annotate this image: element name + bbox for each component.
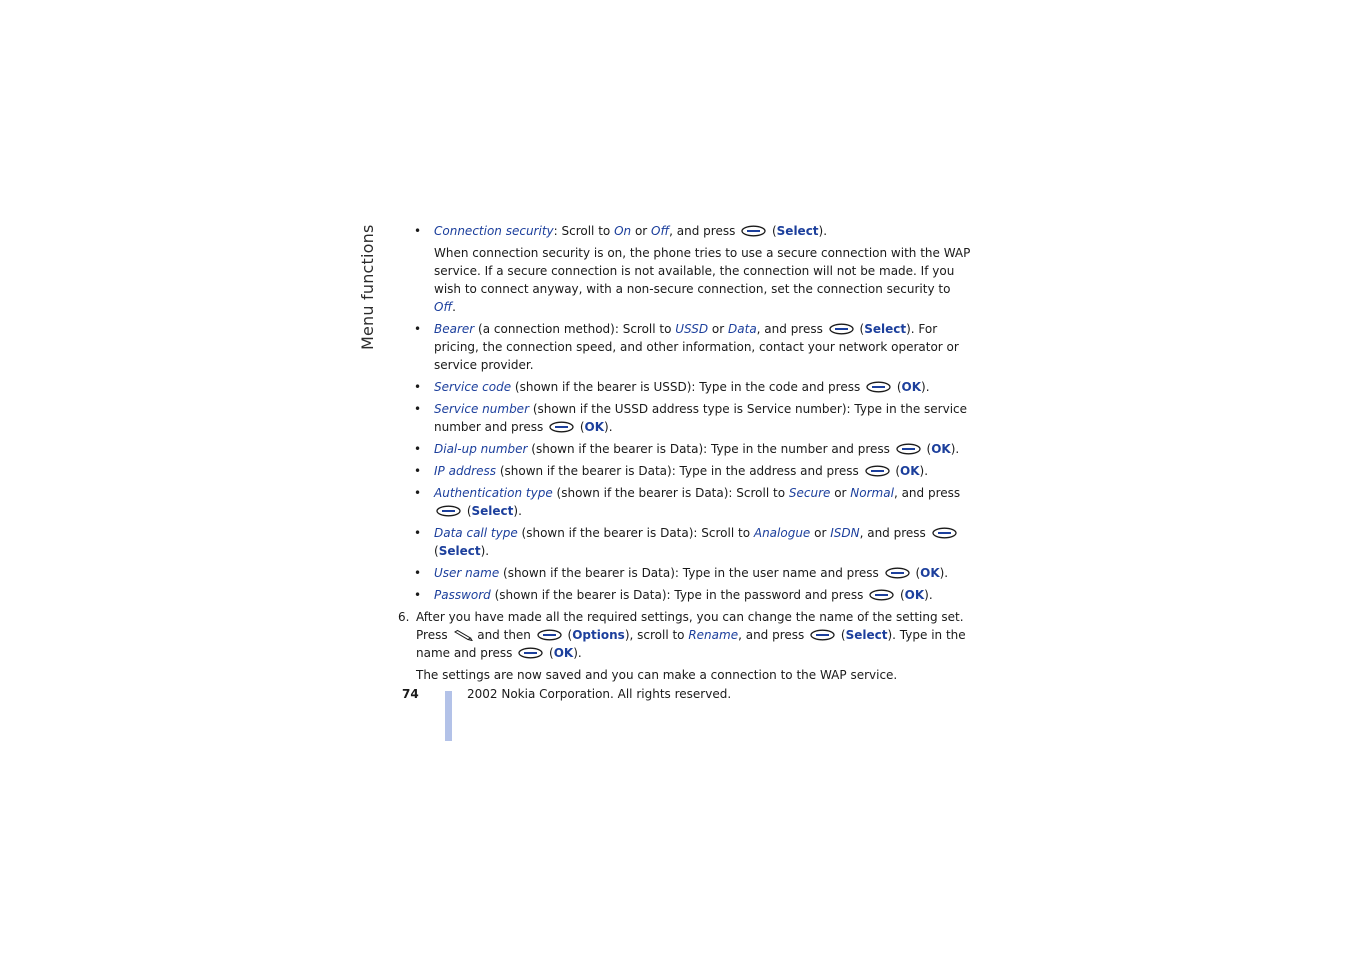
- text: ). Type in the name and press: [416, 628, 966, 660]
- text: ).: [604, 420, 613, 434]
- bullet-dot: •: [414, 526, 422, 540]
- text: (shown if the bearer is Data): Type in the number and press: [527, 442, 894, 456]
- text: (shown if the bearer is USSD): Type in the code and press: [511, 380, 865, 394]
- selection-key-icon: [885, 567, 910, 579]
- bullet-service-number: • Service number (shown if the USSD address type is Service number): Type in the service number and press (OK).: [414, 402, 968, 434]
- text: : Scroll to: [553, 224, 615, 238]
- bullet-service-code: • Service code (shown if the bearer is USSD): Type in the code and press (OK).: [414, 380, 930, 394]
- side-section-title: [358, 224, 380, 352]
- pen-key-icon: [453, 629, 473, 641]
- option-dialup-number: Dial-up number: [434, 442, 528, 456]
- keyword-select: Select: [471, 504, 514, 518]
- bullet-dot: •: [414, 224, 422, 238]
- text: (shown if the bearer is Data): Scroll to: [517, 526, 754, 540]
- step-6: 6. After you have made all the required settings, you can change the name of the setting set. Press and then (Options), scroll to Rename, and press (Select). Type in the name and press (OK).: [398, 610, 966, 660]
- bullet-dot: •: [414, 322, 422, 336]
- bullet-authentication-type: • Authentication type (shown if the bearer is Data): Scroll to Secure or Normal, and press (Select).: [414, 486, 961, 518]
- text: After you have made all the required settings, you can change the name of the setting set. Press: [416, 610, 964, 642]
- option-off: Off: [434, 300, 453, 314]
- text: , and press: [893, 486, 961, 500]
- copyright-text: 2002 Nokia Corporation. All rights reserved.: [467, 687, 732, 701]
- text: .: [452, 300, 456, 314]
- option-rename: Rename: [688, 628, 739, 642]
- option-authentication-type: Authentication type: [434, 486, 553, 500]
- keyword-ok: OK: [904, 588, 925, 602]
- option-isdn: ISDN: [830, 526, 860, 540]
- keyword-ok: OK: [900, 464, 920, 478]
- text: , and press: [756, 322, 827, 336]
- keyword-select: Select: [845, 628, 888, 642]
- option-analogue: Analogue: [753, 526, 811, 540]
- page-number: 74: [402, 687, 419, 701]
- text: (shown if the bearer is Data): Type in the password and press: [490, 588, 868, 602]
- step-6-note: The settings are now saved and you can make a connection to the WAP service.: [416, 668, 898, 682]
- option-service-number: Service number: [434, 402, 529, 416]
- selection-key-icon: [829, 323, 854, 335]
- side-title-text: Menu functions: [358, 224, 377, 350]
- text: ).: [480, 544, 490, 558]
- text: ).: [921, 380, 930, 394]
- bullet-dialup-number: • Dial-up number (shown if the bearer is Data): Type in the number and press (OK).: [414, 442, 960, 456]
- text: ).: [950, 442, 960, 456]
- bullet-dot: •: [414, 402, 422, 416]
- selection-key-icon: [436, 505, 461, 517]
- text: ). For pricing, the connection speed, and other information, contact your network operator or service provider.: [434, 322, 959, 372]
- bullet-password: • Password (shown if the bearer is Data): Type in the password and press (OK).: [414, 588, 933, 602]
- option-secure: Secure: [788, 486, 831, 500]
- text: (a connection method): Scroll to: [474, 322, 676, 336]
- text: or: [708, 322, 729, 336]
- bullet-dot: •: [414, 442, 422, 456]
- selection-key-icon: [549, 421, 574, 433]
- text: ).: [513, 504, 522, 518]
- bullet-dot: •: [414, 566, 422, 580]
- keyword-ok: OK: [931, 442, 951, 456]
- text: ), scroll to: [624, 628, 689, 642]
- text: (shown if the bearer is Data): Type in the address and press: [496, 464, 863, 478]
- selection-key-icon: [869, 589, 894, 601]
- connection-security-note: [396, 244, 971, 316]
- option-ussd: USSD: [675, 322, 709, 336]
- option-off: Off: [651, 224, 670, 238]
- option-password: Password: [434, 588, 491, 602]
- text: ).: [818, 224, 828, 238]
- text: (shown if the bearer is Data): Type in the user name and press: [499, 566, 883, 580]
- option-on: On: [614, 224, 632, 238]
- bullet-dot: •: [414, 464, 422, 478]
- bullet-bearer: • Bearer (a connection method): Scroll to USSD or Data, and press (Select). For pricing, the connection speed, and other information, contact your network operator or service provider.: [414, 322, 959, 372]
- option-ip-address: IP address: [434, 464, 496, 478]
- keyword-options: Options: [572, 628, 625, 642]
- selection-key-icon: [865, 465, 890, 477]
- page-content: [396, 222, 971, 684]
- keyword-ok: OK: [553, 646, 574, 660]
- option-data-call-type: Data call type: [434, 526, 518, 540]
- text: , and press: [738, 628, 809, 642]
- keyword-select: Select: [864, 322, 907, 336]
- bullet-data-call-type: • Data call type (shown if the bearer is Data): Scroll to Analogue or ISDN, and press (Select).: [396, 524, 971, 560]
- option-normal: Normal: [850, 486, 894, 500]
- option-user-name: User name: [434, 566, 500, 580]
- text: ).: [939, 566, 949, 580]
- selection-key-icon: [537, 629, 562, 641]
- text: ).: [919, 464, 929, 478]
- text: (shown if the bearer is Data): Scroll to: [552, 486, 789, 500]
- option-service-code: Service code: [434, 380, 512, 394]
- text: and then: [473, 628, 535, 642]
- selection-key-icon: [810, 629, 835, 641]
- keyword-ok: OK: [584, 420, 605, 434]
- selection-key-icon: [896, 443, 921, 455]
- selection-key-icon: [741, 225, 766, 237]
- text: (shown if the USSD address type is Service number): Type in the service number and press: [434, 402, 968, 434]
- bullet-dot: •: [414, 486, 422, 500]
- text: or: [810, 526, 831, 540]
- selection-key-icon: [518, 647, 543, 659]
- keyword-select: Select: [438, 544, 481, 558]
- step-number: 6.: [398, 610, 410, 624]
- text: or: [830, 486, 851, 500]
- text: When connection security is on, the phone tries to use a secure connection with the WAP service. If a secure connection is not available, the connection will not be made. If you wish to connect anyway, with a non-secure connection, set the connection security to: [434, 246, 971, 296]
- bullet-connection-security: • Connection security: Scroll to On or Off, and press (Select).: [414, 224, 828, 238]
- bullet-user-name: • User name (shown if the bearer is Data): Type in the user name and press (OK).: [414, 566, 949, 580]
- bullet-dot: •: [414, 380, 422, 394]
- text: or: [631, 224, 652, 238]
- bullet-dot: •: [414, 588, 422, 602]
- option-data: Data: [728, 322, 757, 336]
- keyword-ok: OK: [920, 566, 940, 580]
- footer-accent-bar: [445, 691, 452, 741]
- selection-key-icon: [932, 527, 957, 539]
- keyword-ok: OK: [901, 380, 922, 394]
- text: ).: [573, 646, 582, 660]
- bullet-ip-address: • IP address (shown if the bearer is Data): Type in the address and press (OK).: [414, 464, 929, 478]
- text: , and press: [859, 526, 930, 540]
- text: , and press: [669, 224, 740, 238]
- option-bearer: Bearer: [434, 322, 475, 336]
- keyword-select: Select: [776, 224, 819, 238]
- option-connection-security: Connection security: [434, 224, 554, 238]
- text: ).: [924, 588, 933, 602]
- selection-key-icon: [866, 381, 891, 393]
